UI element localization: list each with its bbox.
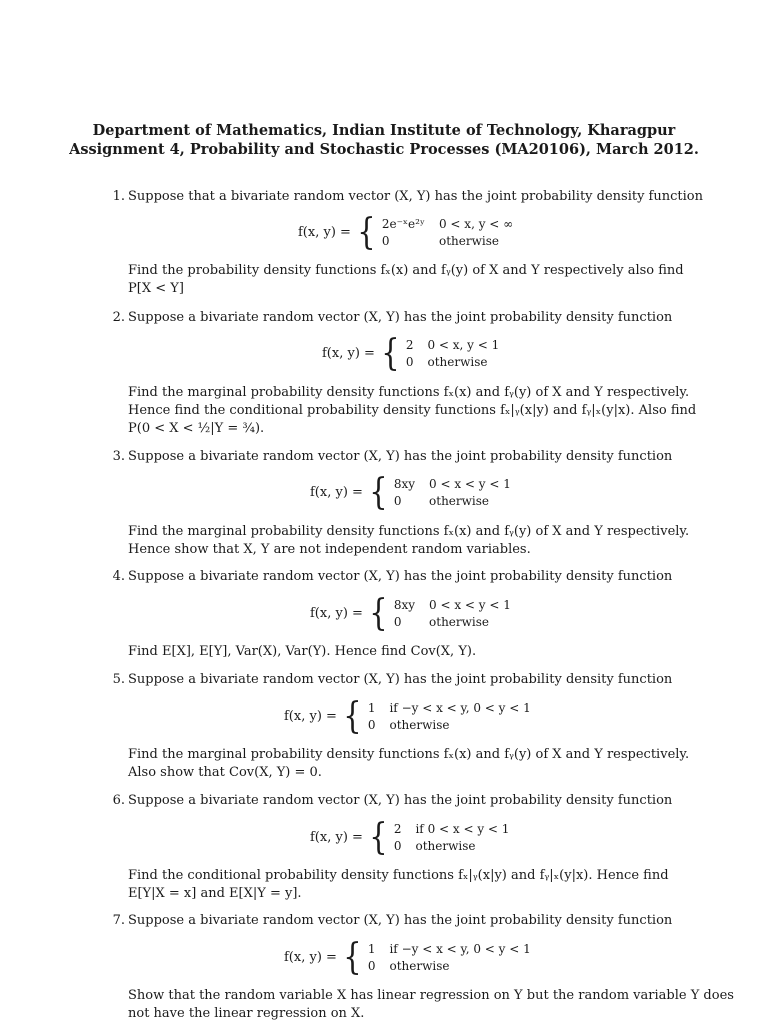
case-value: 1 bbox=[367, 942, 376, 956]
density-equation bbox=[310, 593, 511, 634]
equation-cases bbox=[394, 476, 511, 510]
problem-text bbox=[128, 746, 696, 782]
case-value: 2e⁻ˣe²ʸ bbox=[381, 217, 425, 231]
text-line: Hence show that X, Y are not independent random variables. bbox=[128, 542, 531, 557]
text-line: Find the probability density functions fₓ(x) and fᵧ(y) of X and Y respectively also find bbox=[128, 263, 684, 278]
equation-cases bbox=[394, 821, 510, 855]
problem-text bbox=[128, 384, 696, 438]
equation-lhs: f(x, y) = bbox=[298, 225, 351, 240]
left-brace: { bbox=[357, 212, 376, 253]
problem-text bbox=[128, 987, 734, 1023]
problem-statement: Suppose a bivariate random vector (X, Y) has the joint probability density function bbox=[128, 672, 673, 687]
density-equation bbox=[284, 696, 531, 737]
equation-lhs: f(x, y) = bbox=[310, 606, 363, 621]
text-line: Find E[X], E[Y], Var(X), Var(Y). Hence find Cov(X, Y). bbox=[128, 644, 477, 659]
left-brace: { bbox=[381, 333, 400, 374]
text-line: Find the marginal probability density functions fₓ(x) and fᵧ(y) of X and Y respectively. bbox=[128, 524, 690, 539]
case-condition: otherwise bbox=[438, 234, 499, 248]
left-brace: { bbox=[369, 593, 388, 634]
equation-lhs: f(x, y) = bbox=[310, 485, 363, 500]
density-equation bbox=[310, 817, 510, 858]
problem-number: 2. bbox=[112, 310, 125, 325]
header-line-2: Assignment 4, Probability and Stochastic Processes (MA20106), March 2012. bbox=[69, 141, 699, 158]
case-condition: otherwise bbox=[427, 355, 488, 369]
problem-number: 6. bbox=[112, 793, 125, 808]
case-value: 0 bbox=[393, 494, 402, 508]
text-line: Also show that Cov(X, Y) = 0. bbox=[128, 765, 322, 780]
problem-statement: Suppose a bivariate random vector (X, Y) has the joint probability density function bbox=[128, 310, 673, 325]
case-condition: if 0 < x < y < 1 bbox=[415, 822, 510, 836]
problem-text bbox=[128, 867, 696, 903]
case-value: 1 bbox=[367, 701, 376, 715]
density-equation bbox=[322, 333, 500, 374]
problem-statement: Suppose a bivariate random vector (X, Y) has the joint probability density function bbox=[128, 449, 673, 464]
case-value: 2 bbox=[393, 822, 402, 836]
case-value: 0 bbox=[381, 234, 390, 248]
case-value: 0 bbox=[393, 839, 402, 853]
text-line: E[Y|X = x] and E[X|Y = y]. bbox=[128, 886, 302, 901]
problem-statement: Suppose a bivariate random vector (X, Y) has the joint probability density function bbox=[128, 569, 673, 584]
case-value: 0 bbox=[405, 355, 414, 369]
equation-lhs: f(x, y) = bbox=[284, 950, 337, 965]
problem-statement: Suppose that a bivariate random vector (X, Y) has the joint probability density function bbox=[128, 189, 703, 204]
text-line: Show that the random variable X has linear regression on Y but the random variable Y does bbox=[128, 988, 734, 1003]
case-condition: 0 < x < y < 1 bbox=[429, 477, 511, 491]
header-line-1: Department of Mathematics, Indian Institute of Technology, Kharagpur bbox=[92, 122, 676, 139]
case-condition: otherwise bbox=[389, 718, 450, 732]
left-brace: { bbox=[343, 937, 362, 978]
case-condition: otherwise bbox=[415, 839, 476, 853]
text-line: P[X < Y] bbox=[128, 281, 184, 296]
text-line: Find the conditional probability density functions fₓ|ᵧ(x|y) and fᵧ|ₓ(y|x). Hence find bbox=[128, 868, 669, 883]
equation-cases bbox=[382, 216, 513, 250]
equation-cases bbox=[406, 337, 499, 371]
case-condition: otherwise bbox=[429, 615, 489, 629]
density-equation bbox=[284, 937, 531, 978]
density-equation bbox=[298, 212, 514, 253]
equation-lhs: f(x, y) = bbox=[310, 830, 363, 845]
case-value: 8xy bbox=[393, 477, 416, 491]
case-value: 8xy bbox=[393, 598, 416, 612]
text-line: Find the marginal probability density functions fₓ(x) and fᵧ(y) of X and Y respectively. bbox=[128, 385, 690, 400]
problem-statement: Suppose a bivariate random vector (X, Y) has the joint probability density function bbox=[128, 793, 673, 808]
text-line: P(0 < X < ½|Y = ¾). bbox=[128, 421, 265, 436]
problem-text bbox=[128, 262, 696, 298]
left-brace: { bbox=[343, 696, 362, 737]
problem-number: 5. bbox=[112, 672, 125, 687]
density-equation bbox=[310, 472, 511, 513]
text-line: not have the linear regression on X. bbox=[128, 1006, 365, 1021]
case-condition: if −y < x < y, 0 < y < 1 bbox=[389, 701, 531, 715]
case-condition: otherwise bbox=[429, 494, 489, 508]
case-condition: 0 < x, y < ∞ bbox=[438, 217, 514, 231]
left-brace: { bbox=[369, 472, 388, 513]
problem-statement: Suppose a bivariate random vector (X, Y) has the joint probability density function bbox=[128, 913, 673, 928]
text-line: Hence find the conditional probability density functions fₓ|ᵧ(x|y) and fᵧ|ₓ(y|x). Also find bbox=[128, 403, 697, 418]
problem-number: 1. bbox=[112, 189, 125, 204]
case-condition: 0 < x, y < 1 bbox=[427, 338, 500, 352]
problem-number: 3. bbox=[112, 449, 125, 464]
case-condition: 0 < x < y < 1 bbox=[429, 598, 511, 612]
problem-number: 4. bbox=[112, 569, 125, 584]
equation-lhs: f(x, y) = bbox=[284, 709, 337, 724]
equation-cases bbox=[368, 941, 531, 975]
problem-text bbox=[128, 523, 696, 559]
text-line: Find the marginal probability density functions fₓ(x) and fᵧ(y) of X and Y respectively. bbox=[128, 747, 690, 762]
left-brace: { bbox=[369, 817, 388, 858]
case-condition: if −y < x < y, 0 < y < 1 bbox=[389, 942, 531, 956]
case-value: 2 bbox=[405, 338, 414, 352]
equation-lhs: f(x, y) = bbox=[322, 346, 375, 361]
problem-number: 7. bbox=[112, 913, 125, 928]
equation-cases bbox=[394, 597, 511, 631]
equation-cases bbox=[368, 700, 531, 734]
problem-text bbox=[128, 643, 696, 661]
case-value: 0 bbox=[367, 718, 376, 732]
case-condition: otherwise bbox=[389, 959, 450, 973]
case-value: 0 bbox=[393, 615, 402, 629]
case-value: 0 bbox=[367, 959, 376, 973]
